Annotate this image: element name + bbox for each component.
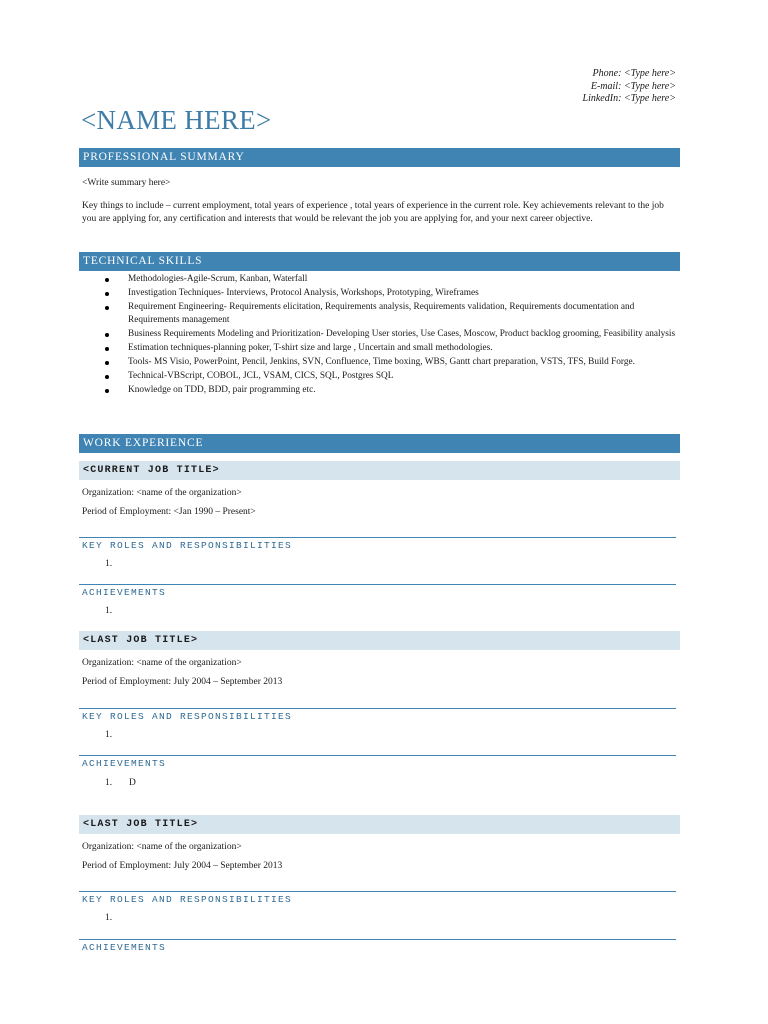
bullet-icon <box>105 361 109 365</box>
bullet-icon <box>105 347 109 351</box>
list-number: 1. <box>105 730 113 740</box>
list-number: 1. <box>105 913 113 923</box>
summary-body: Key things to include – current employment, total years of experience , total years of experience in the current role. Key achievements relevant to the job you are applying for, any certification and interests that would be relevant the job you are applying for, and your next career objective. <box>82 201 664 224</box>
divider <box>79 755 676 756</box>
skill-text: Knowledge on TDD, BDD, pair programming etc. <box>128 385 316 395</box>
job-organization: Organization: <name of the organization> <box>82 488 242 498</box>
skill-text: Investigation Techniques- Interviews, Protocol Analysis, Workshops, Prototyping, Wireframes <box>128 288 479 298</box>
list-item <box>105 730 112 740</box>
job-organization: Organization: <name of the organization> <box>82 842 242 852</box>
list-item <box>82 328 677 341</box>
skill-text: Estimation techniques-planning poker, T-shirt size and large , Uncertain and small methodologies. <box>128 343 493 353</box>
job-title-current: <CURRENT JOB TITLE> <box>79 461 680 480</box>
divider <box>79 708 676 709</box>
contact-email: E-mail: <Type here> <box>590 80 676 92</box>
section-technical-skills: TECHNICAL SKILLS <box>79 252 680 271</box>
achievements-heading: ACHIEVEMENTS <box>82 587 167 598</box>
list-item <box>105 913 112 923</box>
list-item <box>105 559 112 569</box>
divider <box>79 584 676 585</box>
key-roles-heading: KEY ROLES AND RESPONSIBILITIES <box>82 711 293 722</box>
list-item <box>82 356 677 369</box>
list-item <box>105 778 136 788</box>
contact-phone: Phone: <Type here> <box>592 68 676 79</box>
job-organization: Organization: <name of the organization> <box>82 658 242 668</box>
section-professional-summary: PROFESSIONAL SUMMARY <box>79 148 680 167</box>
list-number: 1. <box>105 778 113 788</box>
skill-text: Requirement Engineering- Requirements elicitation, Requirements analysis, Requirements validation, Requirements documentation and Requirements management <box>128 302 635 325</box>
list-number: 1. <box>105 559 113 569</box>
list-number: 1. <box>105 606 113 616</box>
divider <box>79 537 676 538</box>
list-item <box>82 301 677 327</box>
divider <box>79 939 676 940</box>
bullet-icon <box>105 375 109 379</box>
skills-list <box>82 273 677 398</box>
job-title-last: <LAST JOB TITLE> <box>79 815 680 834</box>
candidate-name: <NAME HERE> <box>81 105 272 135</box>
list-text: D <box>129 778 136 788</box>
list-item <box>82 384 677 397</box>
bullet-icon <box>105 278 109 282</box>
key-roles-heading: KEY ROLES AND RESPONSIBILITIES <box>82 540 293 551</box>
key-roles-heading: KEY ROLES AND RESPONSIBILITIES <box>82 894 293 905</box>
job-title-last: <LAST JOB TITLE> <box>79 631 680 650</box>
contact-block <box>583 68 676 106</box>
list-item <box>82 370 677 383</box>
list-item <box>82 287 677 300</box>
skill-text: Technical-VBScript, COBOL, JCL, VSAM, CICS, SQL, Postgres SQL <box>128 371 394 381</box>
bullet-icon <box>105 333 109 337</box>
achievements-heading: ACHIEVEMENTS <box>82 758 167 769</box>
skill-text: Methodologies-Agile-Scrum, Kanban, Waterfall <box>128 274 308 284</box>
job-period: Period of Employment: <Jan 1990 – Present> <box>82 507 256 517</box>
list-item <box>105 606 112 616</box>
job-period: Period of Employment: July 2004 – September 2013 <box>82 861 283 871</box>
bullet-icon <box>105 389 109 393</box>
section-work-experience: WORK EXPERIENCE <box>79 434 680 453</box>
contact-linkedin: LinkedIn: <Type here> <box>582 93 676 104</box>
list-item <box>82 273 677 286</box>
job-period: Period of Employment: July 2004 – September 2013 <box>82 677 283 687</box>
achievements-heading: ACHIEVEMENTS <box>82 942 167 953</box>
skill-text: Tools- MS Visio, PowerPoint, Pencil, Jenkins, SVN, Confluence, Time boxing, WBS, Gantt chart preparation, VSTS, TFS, Build Forge. <box>128 357 635 367</box>
summary-placeholder: <Write summary here> <box>82 178 171 188</box>
bullet-icon <box>105 306 109 310</box>
bullet-icon <box>105 292 109 296</box>
skill-text: Business Requirements Modeling and Prioritization- Developing User stories, Use Cases, Moscow, Product backlog grooming, Feasibility analysis <box>128 329 676 339</box>
list-item <box>82 342 677 355</box>
divider <box>79 891 676 892</box>
